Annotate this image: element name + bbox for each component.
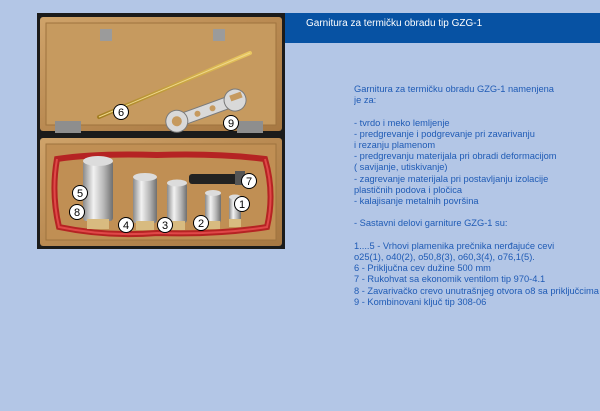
callout-3-label: 3 <box>161 220 169 232</box>
callout-7-label: 7 <box>245 176 253 188</box>
part-item: 1....5 - Vrhovi plamenika prečnika nerđajuće cevi <box>354 240 555 251</box>
callout-5 <box>73 186 88 201</box>
callout-6-label: 6 <box>117 107 125 119</box>
part-item: 6 - Priključna cev dužine 500 mm <box>354 263 491 274</box>
use-item: plastičnih podova i pločica <box>354 184 463 195</box>
callout-4 <box>119 218 134 233</box>
page-title: Garnitura za termičku obradu tip GZG-1 <box>306 18 483 29</box>
callout-7 <box>242 174 257 189</box>
callout-6 <box>114 105 129 120</box>
toolkit-case-image <box>37 13 285 249</box>
use-item: - predgrevanju materijala pri obradi deformacijom <box>354 151 557 162</box>
use-item: - zagrevanje materijala pri postavljanju izolacije <box>354 173 549 184</box>
page-title-bar <box>285 13 600 43</box>
callout-8-label: 8 <box>73 207 81 219</box>
intro-line: je za: <box>354 95 377 106</box>
part-item: 9 - Kombinovani ključ tip 308-06 <box>354 296 487 307</box>
parts-heading: - Sastavni delovi garniture GZG-1 su: <box>354 218 508 229</box>
callout-8 <box>70 205 85 220</box>
callout-1 <box>235 197 250 212</box>
callout-1-label: 1 <box>238 199 246 211</box>
callout-2 <box>194 216 209 231</box>
use-item: ( savijanje, utiskivanje) <box>354 162 448 173</box>
use-item: - tvrdo i meko lemljenje <box>354 117 450 128</box>
callout-4-label: 4 <box>122 220 130 232</box>
part-item: 7 - Rukohvat sa ekonomik ventilom tip 970-4.1 <box>354 274 546 285</box>
callout-9 <box>224 116 239 131</box>
use-item: - predgrevanje i podgrevanje pri zavarivanju <box>354 128 535 139</box>
intro-line: Garnitura za termičku obradu GZG-1 namenjena <box>354 84 554 94</box>
part-item: 8 - Zavarivačko crevo unutrašnjeg otvora o8 sa priključcima <box>354 285 599 296</box>
callout-9-label: 9 <box>227 118 235 130</box>
part-item: o25(1), o40(2), o50,8(3), o60,3(4), o76,1(5). <box>354 252 535 262</box>
callout-2-label: 2 <box>197 218 205 230</box>
callout-3 <box>158 218 173 233</box>
product-photo <box>37 13 285 249</box>
product-description <box>354 84 600 308</box>
use-item: i rezanju plamenom <box>354 140 436 150</box>
use-item: - kalajisanje metalnih površina <box>354 196 479 207</box>
callout-5-label: 5 <box>76 188 84 200</box>
